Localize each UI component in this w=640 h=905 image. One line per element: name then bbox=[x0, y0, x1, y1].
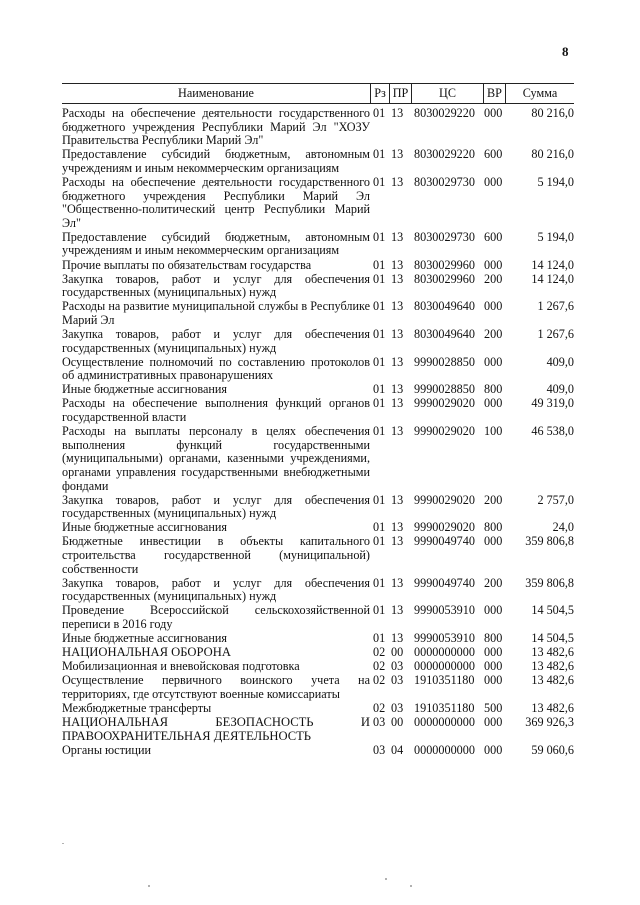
row-sum: 409,0 bbox=[546, 354, 574, 369]
row-name: Органы юстиции bbox=[62, 742, 151, 757]
row-sum: 5 194,0 bbox=[537, 229, 574, 244]
row-rz: 01 bbox=[373, 174, 386, 189]
table-row bbox=[62, 521, 574, 535]
row-sum: 359 806,8 bbox=[525, 575, 574, 590]
row-name: Закупка товаров, работ и услуг для обеспечения государственных (муниципальных) нужд bbox=[62, 492, 370, 521]
row-pr: 13 bbox=[391, 424, 404, 439]
table-row bbox=[62, 356, 574, 383]
table-row bbox=[62, 176, 574, 230]
row-rz: 01 bbox=[373, 534, 386, 549]
row-cs: 8030029220 bbox=[414, 147, 475, 162]
row-sum: 46 538,0 bbox=[531, 424, 574, 439]
row-rz: 01 bbox=[373, 229, 386, 244]
table-row bbox=[62, 494, 574, 521]
row-vr: 200 bbox=[484, 492, 503, 507]
row-name: Межбюджетные трансферты bbox=[62, 701, 212, 716]
row-sum: 369 926,3 bbox=[525, 715, 574, 730]
table-row bbox=[62, 577, 574, 604]
row-cs: 9990029020 bbox=[414, 396, 475, 411]
row-name: Мобилизационная и вневойсковая подготовка bbox=[62, 659, 300, 674]
row-name: Закупка товаров, работ и услуг для обеспечения государственных (муниципальных) нужд bbox=[62, 327, 370, 355]
table-row bbox=[62, 660, 574, 674]
row-pr: 13 bbox=[391, 106, 404, 120]
table-row bbox=[62, 148, 574, 175]
row-rz: 03 bbox=[373, 742, 386, 757]
row-vr: 100 bbox=[484, 424, 503, 439]
header-cs: ЦС bbox=[411, 84, 483, 103]
row-cs: 8030029220 bbox=[414, 106, 475, 120]
row-rz: 01 bbox=[373, 424, 386, 439]
row-name: Расходы на обеспечение деятельности государственного бюджетного учреждения Республики Марий Эл "ХОЗУ Правительства Республики Марий Эл" bbox=[62, 106, 370, 148]
row-rz: 01 bbox=[373, 520, 386, 535]
row-pr: 13 bbox=[391, 174, 404, 189]
row-name: НАЦИОНАЛЬНАЯ ОБОРОНА bbox=[62, 645, 231, 660]
row-cs: 0000000000 bbox=[414, 645, 475, 660]
row-vr: 500 bbox=[484, 701, 503, 716]
row-vr: 000 bbox=[484, 257, 503, 272]
row-sum: 2 757,0 bbox=[537, 492, 574, 507]
budget-table bbox=[62, 83, 574, 758]
row-name: Предоставление субсидий бюджетным, автономным учреждениям и иным некоммерческим организациям bbox=[62, 229, 370, 258]
row-rz: 02 bbox=[373, 673, 386, 688]
table-row bbox=[62, 425, 574, 493]
row-vr: 000 bbox=[484, 742, 503, 757]
table-row bbox=[62, 397, 574, 424]
row-vr: 200 bbox=[484, 575, 503, 590]
row-rz: 01 bbox=[373, 396, 386, 411]
row-pr: 03 bbox=[391, 673, 404, 688]
row-name: Проведение Всероссийской сельскохозяйственной переписи в 2016 году bbox=[62, 603, 370, 631]
row-vr: 000 bbox=[484, 645, 503, 660]
table-row bbox=[62, 674, 574, 701]
row-cs: 8030029730 bbox=[414, 174, 475, 189]
row-pr: 00 bbox=[391, 715, 404, 730]
row-vr: 800 bbox=[484, 520, 503, 535]
row-name: Расходы на обеспечение выполнения функций органов государственной власти bbox=[62, 396, 370, 425]
table-row bbox=[62, 604, 574, 631]
row-sum: 359 806,8 bbox=[525, 534, 574, 549]
row-vr: 000 bbox=[484, 659, 503, 674]
row-pr: 03 bbox=[391, 659, 404, 674]
row-sum: 5 194,0 bbox=[537, 174, 574, 189]
row-cs: 0000000000 bbox=[414, 715, 475, 730]
table-row bbox=[62, 259, 574, 273]
row-pr: 13 bbox=[391, 492, 404, 507]
row-rz: 01 bbox=[373, 492, 386, 507]
row-vr: 000 bbox=[484, 354, 503, 369]
row-name: Закупка товаров, работ и услуг для обеспечения государственных (муниципальных) нужд bbox=[62, 271, 370, 300]
row-cs: 9990049740 bbox=[414, 575, 475, 590]
table-row bbox=[62, 107, 574, 148]
row-pr: 13 bbox=[391, 520, 404, 535]
row-sum: 14 124,0 bbox=[531, 271, 574, 286]
row-name: Бюджетные инвестиции в объекты капитального строительства государственной (муниципальной) собственности bbox=[62, 534, 370, 576]
row-rz: 01 bbox=[373, 257, 386, 272]
row-rz: 03 bbox=[373, 715, 386, 730]
row-sum: 13 482,6 bbox=[531, 659, 574, 674]
row-cs: 9990028850 bbox=[414, 354, 475, 369]
header-name: Наименование bbox=[178, 86, 254, 100]
row-cs: 8030029960 bbox=[414, 257, 475, 272]
row-sum: 24,0 bbox=[552, 520, 574, 535]
row-name: Закупка товаров, работ и услуг для обеспечения государственных (муниципальных) нужд bbox=[62, 575, 370, 604]
header-rz: Рз bbox=[370, 84, 389, 103]
row-vr: 200 bbox=[484, 271, 503, 286]
row-cs: 8030029730 bbox=[414, 229, 475, 244]
row-sum: 80 216,0 bbox=[531, 147, 574, 162]
row-vr: 000 bbox=[484, 534, 503, 549]
table-body bbox=[62, 107, 574, 757]
row-cs: 9990029020 bbox=[414, 520, 475, 535]
row-name: Расходы на выплаты персоналу в целях обеспечения выполнения функций государственными (муниципальными) органами, казенными учреждениями, органами управления государственными внебюджетными фондами bbox=[62, 424, 370, 493]
row-cs: 9990053910 bbox=[414, 631, 475, 646]
header-pr: ПР bbox=[389, 84, 411, 103]
page-number: 8 bbox=[562, 44, 569, 59]
row-sum: 409,0 bbox=[546, 382, 574, 397]
row-sum: 14 504,5 bbox=[531, 631, 574, 646]
row-name: Осуществление первичного воинского учета на территориях, где отсутствуют военные комиссариаты bbox=[62, 673, 370, 701]
row-sum: 1 267,6 bbox=[537, 299, 574, 314]
row-rz: 01 bbox=[373, 299, 386, 314]
row-vr: 000 bbox=[484, 174, 503, 189]
row-rz: 02 bbox=[373, 659, 386, 674]
row-sum: 13 482,6 bbox=[531, 673, 574, 688]
row-name: Иные бюджетные ассигнования bbox=[62, 631, 228, 646]
scan-dot bbox=[410, 885, 412, 887]
row-rz: 01 bbox=[373, 575, 386, 590]
table-row bbox=[62, 535, 574, 576]
row-rz: 01 bbox=[373, 631, 386, 646]
table-row bbox=[62, 716, 574, 743]
row-sum: 14 124,0 bbox=[531, 257, 574, 272]
row-cs: 9990053910 bbox=[414, 603, 475, 618]
row-pr: 13 bbox=[391, 327, 404, 341]
row-name: Расходы на развитие муниципальной службы в Республике Марий Эл bbox=[62, 299, 370, 327]
row-rz: 01 bbox=[373, 327, 386, 341]
row-cs: 8030029960 bbox=[414, 271, 475, 286]
row-pr: 13 bbox=[391, 271, 404, 286]
table-row bbox=[62, 383, 574, 397]
row-pr: 13 bbox=[391, 299, 404, 314]
row-name: Предоставление субсидий бюджетным, автономным учреждениям и иным некоммерческим организациям bbox=[62, 147, 370, 175]
table-header bbox=[62, 83, 574, 104]
row-sum: 14 504,5 bbox=[531, 603, 574, 618]
row-cs: 1910351180 bbox=[414, 701, 475, 716]
row-sum: 59 060,6 bbox=[531, 742, 574, 757]
row-cs: 1910351180 bbox=[414, 673, 475, 688]
row-rz: 01 bbox=[373, 603, 386, 618]
table-row bbox=[62, 328, 574, 355]
row-vr: 000 bbox=[484, 603, 503, 618]
row-name: Прочие выплаты по обязательствам государства bbox=[62, 257, 312, 272]
row-rz: 01 bbox=[373, 147, 386, 162]
scan-dot bbox=[385, 878, 387, 880]
row-pr: 04 bbox=[391, 742, 404, 757]
row-cs: 8030049640 bbox=[414, 299, 475, 314]
row-rz: 01 bbox=[373, 382, 386, 397]
row-cs: 0000000000 bbox=[414, 742, 475, 757]
row-pr: 13 bbox=[391, 354, 404, 369]
scan-dot bbox=[148, 885, 150, 887]
row-cs: 0000000000 bbox=[414, 659, 475, 674]
row-sum: 80 216,0 bbox=[531, 106, 574, 120]
table-row bbox=[62, 744, 574, 758]
row-pr: 13 bbox=[391, 257, 404, 272]
row-pr: 13 bbox=[391, 534, 404, 549]
row-pr: 13 bbox=[391, 382, 404, 397]
row-sum: 49 319,0 bbox=[531, 396, 574, 411]
row-vr: 000 bbox=[484, 715, 503, 730]
scan-dot bbox=[62, 843, 64, 844]
row-pr: 13 bbox=[391, 575, 404, 590]
row-vr: 600 bbox=[484, 147, 503, 162]
table-row bbox=[62, 273, 574, 300]
row-vr: 800 bbox=[484, 382, 503, 397]
table-row bbox=[62, 231, 574, 258]
row-vr: 000 bbox=[484, 106, 503, 120]
row-pr: 13 bbox=[391, 631, 404, 646]
row-name: Иные бюджетные ассигнования bbox=[62, 382, 228, 397]
table-row bbox=[62, 702, 574, 716]
row-cs: 9990028850 bbox=[414, 382, 475, 397]
row-name: НАЦИОНАЛЬНАЯ БЕЗОПАСНОСТЬ И ПРАВООХРАНИТЕЛЬНАЯ ДЕЯТЕЛЬНОСТЬ bbox=[62, 715, 370, 743]
row-sum: 13 482,6 bbox=[531, 645, 574, 660]
row-pr: 13 bbox=[391, 603, 404, 618]
row-name: Расходы на обеспечение деятельности государственного бюджетного учреждения Республики Марий Эл "Общественно-политический центр Республики Марий Эл" bbox=[62, 174, 370, 230]
table-row bbox=[62, 646, 574, 660]
row-vr: 000 bbox=[484, 299, 503, 314]
row-cs: 9990049740 bbox=[414, 534, 475, 549]
row-sum: 1 267,6 bbox=[537, 327, 574, 341]
row-vr: 000 bbox=[484, 396, 503, 411]
row-cs: 9990029020 bbox=[414, 492, 475, 507]
row-pr: 13 bbox=[391, 396, 404, 411]
row-pr: 00 bbox=[391, 645, 404, 660]
row-name: Иные бюджетные ассигнования bbox=[62, 520, 228, 535]
row-pr: 03 bbox=[391, 701, 404, 716]
row-vr: 800 bbox=[484, 631, 503, 646]
row-pr: 13 bbox=[391, 229, 404, 244]
row-vr: 200 bbox=[484, 327, 503, 341]
row-name: Осуществление полномочий по составлению протоколов об административных правонарушениях bbox=[62, 354, 370, 383]
table-row bbox=[62, 632, 574, 646]
row-cs: 8030049640 bbox=[414, 327, 475, 341]
row-sum: 13 482,6 bbox=[531, 701, 574, 716]
row-vr: 000 bbox=[484, 673, 503, 688]
row-rz: 01 bbox=[373, 354, 386, 369]
header-sum: Сумма bbox=[505, 84, 574, 103]
row-rz: 02 bbox=[373, 645, 386, 660]
table-row bbox=[62, 300, 574, 327]
header-vr: ВР bbox=[483, 84, 505, 103]
row-vr: 600 bbox=[484, 229, 503, 244]
row-cs: 9990029020 bbox=[414, 424, 475, 439]
row-rz: 01 bbox=[373, 106, 386, 120]
row-pr: 13 bbox=[391, 147, 404, 162]
row-rz: 02 bbox=[373, 701, 386, 716]
row-rz: 01 bbox=[373, 271, 386, 286]
